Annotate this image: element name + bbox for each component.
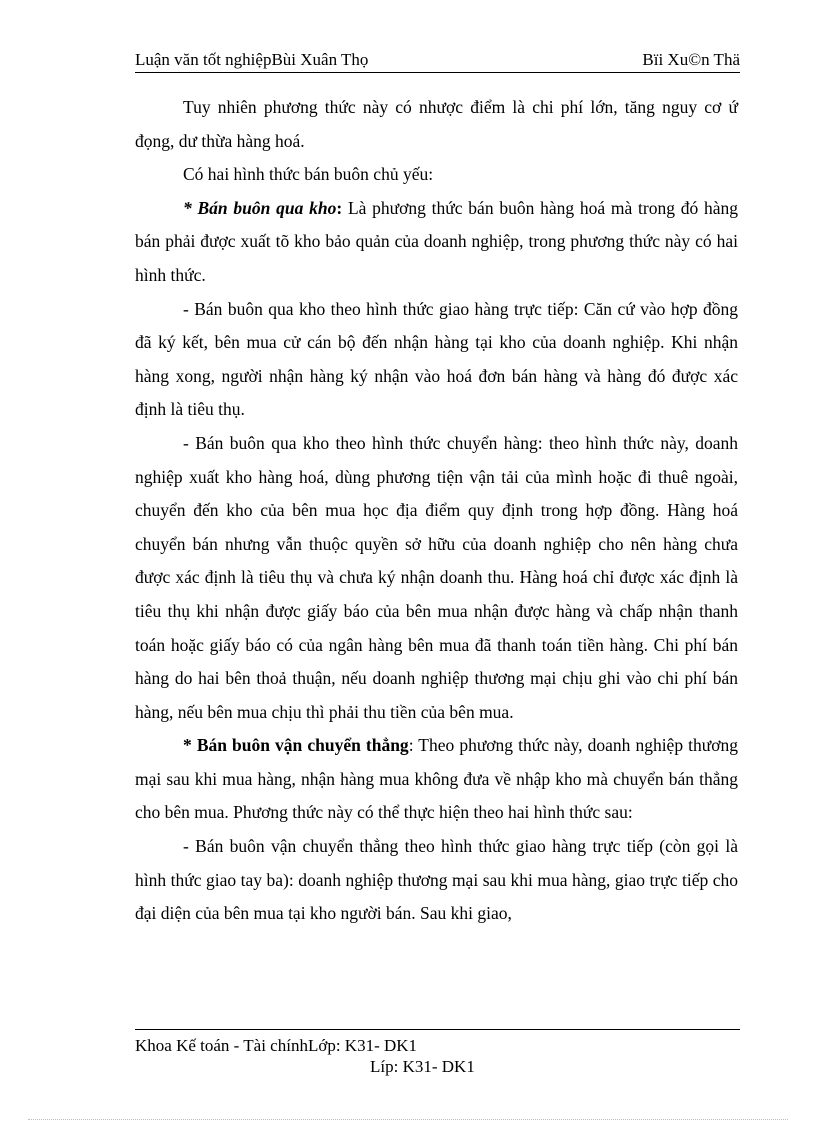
header-left-text: Luận văn tốt nghiệpBùi Xuân Thọ [135, 50, 369, 69]
paragraph-6 [135, 729, 738, 830]
paragraph-6-text: : Theo phương thức này, doanh nghiệp thương mại sau khi mua hàng, nhận hàng mua không đưa về nhập kho mà chuyển bán thẳng cho bên mua. Phương thức này có thể thực hiện theo hai hình thức sau: [135, 735, 738, 823]
paragraph-5: - Bán buôn qua kho theo hình thức chuyển hàng: theo hình thức này, doanh nghiệp xuất kho hàng hoá, dùng phương tiện vận tải của mình hoặc đi thuê ngoài, chuyển đến kho của bên mua học địa điểm quy định trong hợp đồng. Hàng hoá chuyển bán nhưng vẫn thuộc quyền sở hữu của doanh nghiệp cho nên hàng chưa được xác định là tiêu thụ và chưa ký nhận doanh thu. Hàng hoá chỉ được xác định là tiêu thụ khi nhận được giấy báo của bên mua nhận được hàng và chấp nhận thanh toán hoặc giấy báo có của ngân hàng bên mua đã thanh toán tiền hàng. Chi phí bán hàng do hai bên thoả thuận, nếu doanh nghiệp thương mại chịu ghi vào chi phí bán hàng, nếu bên mua chịu thì phải thu tiền của bên mua. [135, 432, 738, 722]
page-footer [135, 1029, 740, 1076]
paragraph-4: - Bán buôn qua kho theo hình thức giao hàng trực tiếp: Căn cứ vào hợp đồng đã ký kết, bên mua cử cán bộ đến nhận hàng tại kho của doanh nghiệp. Khi nhận hàng xong, người nhận hàng ký nhận vào hoá đơn bán hàng và hàng đó được xác định là tiêu thụ. [135, 298, 738, 420]
page-bottom-dotted-divider [28, 1119, 788, 1120]
paragraph-3-text: Là phương thức bán buôn hàng hoá mà trong đó hàng bán phải được xuất tõ kho bảo quản của doanh nghiệp, trong phương thức này có hai hình thức. [135, 197, 738, 285]
page-header [135, 48, 740, 73]
heading-ban-buon-van-chuyen-thang: * Bán buôn vận chuyển thẳng [183, 735, 409, 756]
paragraph-7: - Bán buôn vận chuyển thẳng theo hình thức giao hàng trực tiếp (còn gọi là hình thức giao tay ba): doanh nghiệp thương mại sau khi mua hàng, giao trực tiếp cho đại diện của bên mua tại kho người bán. Sau khi giao, [135, 836, 738, 924]
paragraph-1: Tuy nhiên phương thức này có nhược điểm là chi phí lớn, tăng nguy cơ ứ đọng, dư thừa hàng hoá. [135, 97, 738, 151]
document-body [135, 91, 738, 931]
footer-line-1: Khoa Kế toán - Tài chínhLớp: K31- DK1 [135, 1036, 418, 1055]
heading-ban-buon-qua-kho: * Bán buôn qua kho: [183, 197, 343, 218]
paragraph-3 [135, 192, 738, 293]
header-right-text: Bïi Xu©n Thä [642, 50, 740, 69]
footer-line-2: Líp: K31- DK1 [370, 1057, 475, 1076]
paragraph-2: Có hai hình thức bán buôn chủ yếu: [183, 164, 434, 185]
